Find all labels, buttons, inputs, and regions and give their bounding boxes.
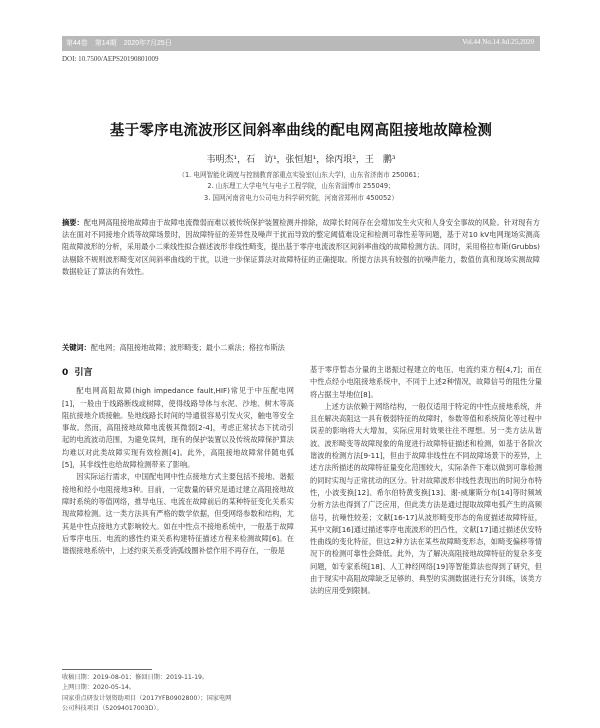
affiliation-line: （1. 电网智能化调度与控制教育部重点实验室(山东大学)，山东省济南市 250061； xyxy=(178,171,424,179)
footnote-line: 收稿日期：2019-08-01；修回日期：2019-11-19。 xyxy=(62,674,209,681)
body-paragraph: 上述方法依赖于网络结构，一般仅适用于特定的中性点接地系统，并且在解决高阻这一具有极弱特征的故障时，参数等值和系统简化等过程中误差的影响将大大增加，实际应用时效果往往不理想。另一类方法从谐波、波形畸变等故障现象的角度进行故障特征描述和检测，如基于各阶次谐波的检测方法[9-11]，但由于故障非线性在不同故障场景下的差异，上述方法所描述的故障特征量变化范围较大，实际条件下难以做到可靠检测的同时实现与正常扰动的区分。针对故障波形非线性表现出的时间分布特性，小波变换[12]、希尔伯特黄变换[13]、谢-威廉斯分布[14]等时频域分析方法也得到了广泛应用，但此类方法是通过提取故障电弧产生的高频信号，抗噪性较差；文献[16-17]从波形畸变形态的角度描述故障特征，其中文献[16]通过描述零序电流波形的凹凸性，文献[17]通过描述伏安特性曲线的变化特征，但这2种方法在某些故障畸变形态，如畸变偏移等情况下的检测可靠性会降低。此外，为了解决高阻接地故障特征的复杂多变问题，如专家系统[18]、人工神经网络[19]等智能算法也得到了研究，但由于现实中高阻故障缺乏足够的、典型的实测数据进行充分训练，该类方法的应用受到限制。 xyxy=(310,401,542,596)
doi-line[interactable]: DOI: 10.7500/AEPS20190801009 xyxy=(62,55,159,63)
keywords-text: 配电网；高阻接地故障；波形畸变；最小二乘法；格拉布斯法 xyxy=(90,343,285,352)
abstract-block xyxy=(62,217,540,278)
keywords-block xyxy=(62,342,540,354)
footnote-line: 国家重点研发计划资助项目（2017YFB0902800）；国家电网 xyxy=(62,694,232,702)
journal-volume-info: Vol.44 No.14 Jul.25,2020 xyxy=(462,38,534,46)
section-title: 引言 xyxy=(74,368,93,378)
abstract-label: 摘要： xyxy=(62,218,84,227)
section-number: 0 xyxy=(62,368,69,378)
footnote-block xyxy=(62,673,294,715)
body-paragraph: 配电网高阻故障(high impedance fault,HIF)常见于中压配电网[1]，一般由于线路断线或树障，使得线路导体与水泥、沙地、树木等高阻抗接地介质接触。坠地线路长时间的导通很容易引发火灾，触电等安全事故。然而，高阻接地故障电流极其微弱[2-4]，考虑正常状态下扰动引起的电流波动范围，为避免误判，现有的保护装置以及传统故障保护算法均难以对此类故障实现有效检测[4]。此外，高阻接地故障常伴随电弧[5]，其非线性也给故障检测带来了影响。 xyxy=(62,386,294,470)
footnote-divider xyxy=(62,669,152,670)
section-heading xyxy=(62,367,294,379)
body-paragraph: 基于零序暂态分量的主谐振过程建立的电压、电流约束方程[4,7]；而在中性点经小电阻接地系统中，不同于上述2种情况，故障信号的阻性分量将占据主导地位[8]。 xyxy=(310,365,542,399)
footnote-line: 上网日期：2020-05-14。 xyxy=(62,684,136,692)
journal-issue-info: 第44卷 第14期 2020年7月25日 xyxy=(66,40,172,47)
affiliation-line: 3. 国网河南省电力公司电力科学研究院，河南省郑州市 450052） xyxy=(204,194,398,202)
footnote-line: 公司科技项目（52094017003D）。 xyxy=(62,705,163,713)
right-column xyxy=(310,364,542,598)
author-list: 韦明杰¹，石 访¹，张恒旭¹，徐丙垠²，王 鹏³ xyxy=(206,155,396,165)
keywords-label: 关键词： xyxy=(62,343,91,352)
left-column xyxy=(62,367,294,557)
abstract-text: 配电网高阻接地故障由于故障电流微弱而难以被传统保护装置检测并排除，故障长时间存在会增加发生火灾和人身安全事故的风险。针对现有方法在面对不同接地介质等故障场景时，因故障特征的差异性及噪声干扰而导致的整定阈值难设定和检测可靠性差等问题，基于对10 kV电网现场实测高阻故障波形的分析，采用最小二乘线性拟合描述波形非线性畸变，提出基于零序电流波形区间斜率曲线的故障检测方法。同时，采用格拉布斯(Grubbs)法剔除不规则波形畸变对区间斜率曲线的干扰，以进一步保证算法对故障特征的正确提取。所提方法具有较强的抗噪声能力，数值仿真和现场实测故障数据验证了算法的有效性。 xyxy=(62,218,540,276)
paper-title: 基于零序电流波形区间斜率曲线的配电网高阻接地故障检测 xyxy=(109,123,493,139)
body-paragraph: 因实际运行需求，中国配电网中性点接地方式主要包括不接地、谐振接地和经小电阻接地3种。目前，一定数量的研究是通过建立高阻接地故障时系统的等值网络，推导电压、电流在故障前后的某种特征变化关系实现故障检测。这一类方法具有严格的数学依据，但受网络参数和结构，尤其是中性点接地方式影响较大。如在中性点不接地系统中，一般基于故障后零序电压、电流的感性约束关系构建特征描述方程来检测故障[6]。在谐振接地系统中，上述约束关系受消弧线圈补偿作用不再存在，一般是 xyxy=(62,472,294,556)
journal-header-bar xyxy=(62,36,540,51)
affiliation-line: 2. 山东理工大学电气与电子工程学院，山东省淄博市 255049； xyxy=(207,182,395,190)
